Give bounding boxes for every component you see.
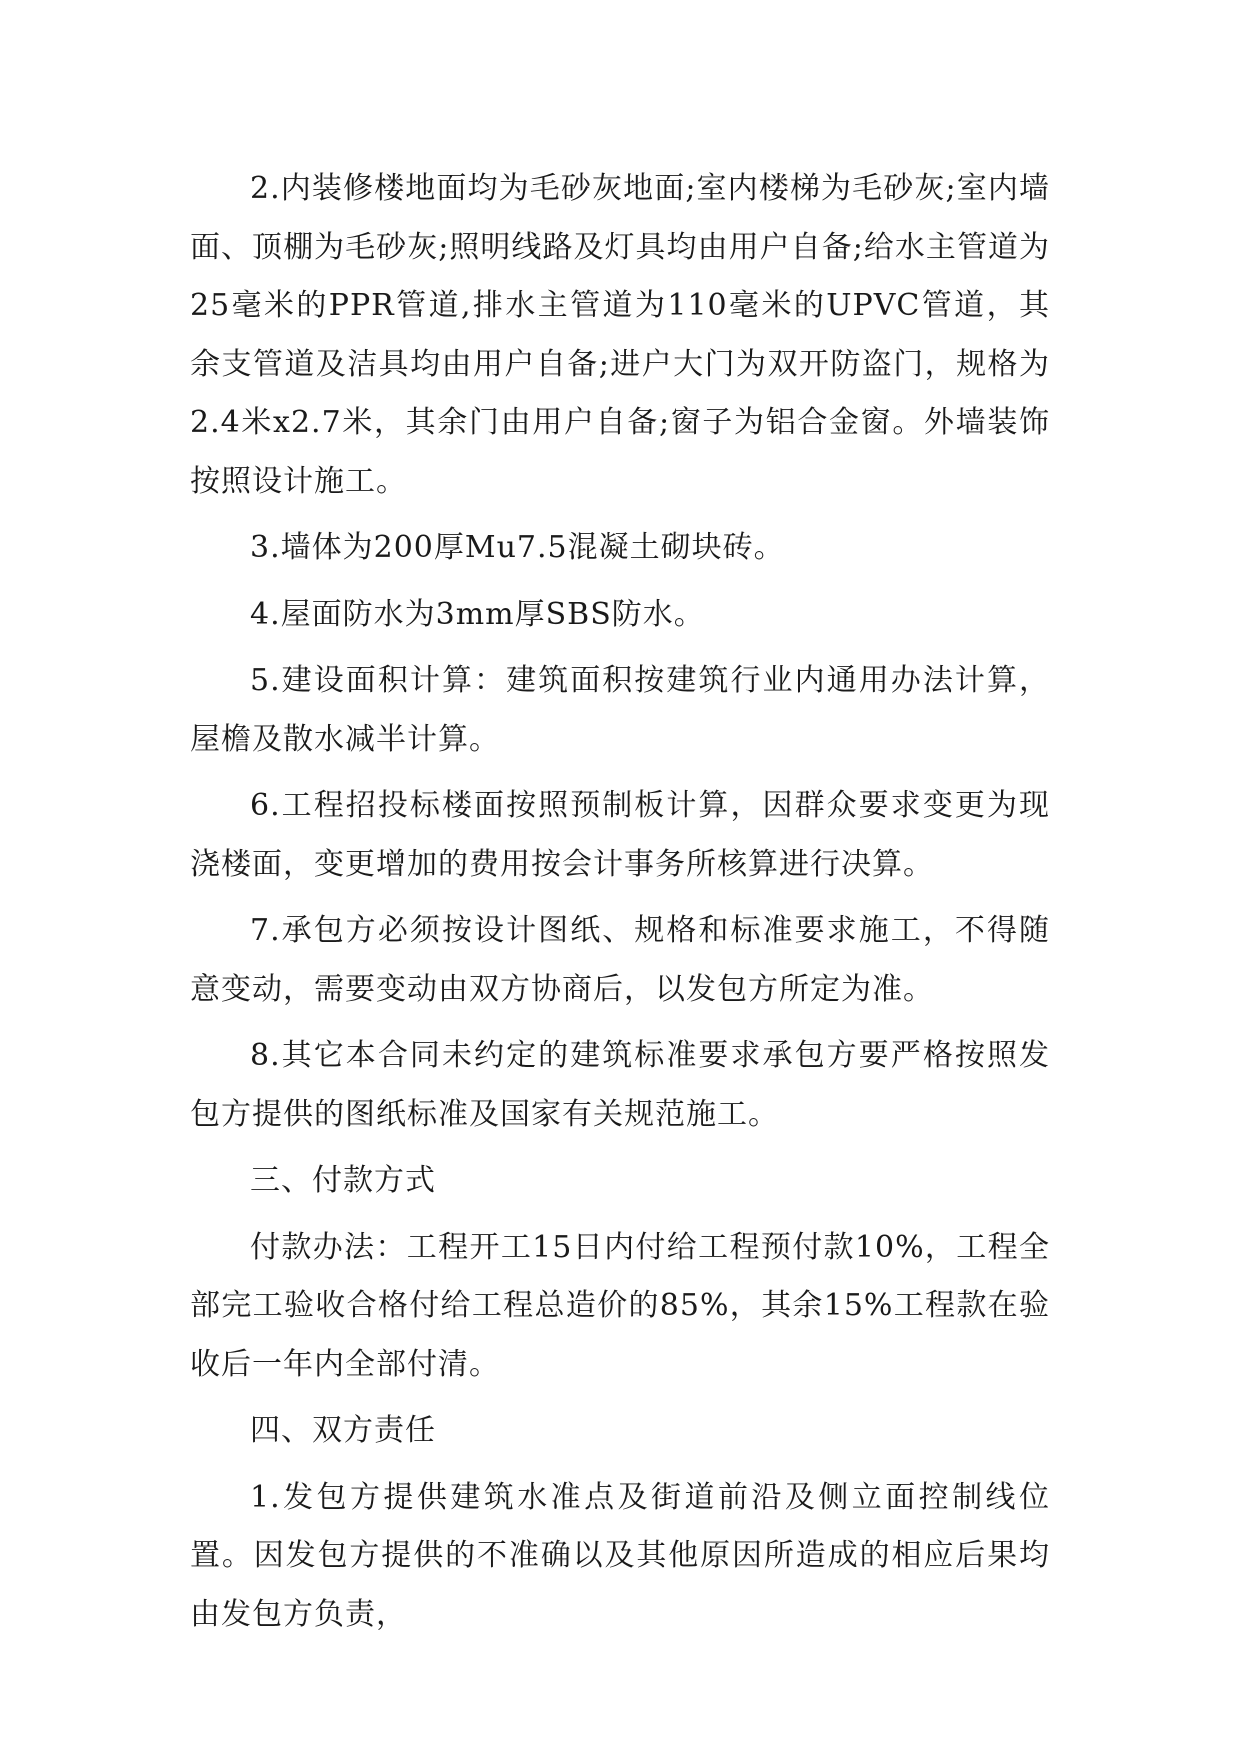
paragraph-item-4-roof-waterproofing: 4.屋面防水为3mm厚SBS防水。 bbox=[250, 596, 705, 632]
paragraph-item-3-walls: 3.墙体为200厚Mu7.5混凝土砌块砖。 bbox=[250, 530, 785, 565]
paragraph-item-2-finishes: 2.内装修楼地面均为毛砂灰地面;室内楼梯为毛砂灰;室内墙面、顶棚为毛砂灰;照明线路及灯具均由用户自备;给水主管道为25毫米的PPR管道,排水主管道为110毫米的UPVC管道，其余支管道及洁具均由用户自备;进户大门为双开防盗门，规格为2.4米x2.7米，其余门由用户自备;窗子为铝合金窗。外墙装饰按照设计施工。 bbox=[190, 171, 1050, 499]
paragraph-item-8-other-standards: 8.其它本合同未约定的建筑标准要求承包方要严格按照发包方提供的图纸标准及国家有关规范施工。 bbox=[190, 1038, 1050, 1132]
paragraph-payment-method: 付款办法：工程开工15日内付给工程预付款10%，工程全部完工验收合格付给工程总造价的85%，其余15%工程款在验收后一年内全部付清。 bbox=[190, 1229, 1050, 1382]
section-heading-responsibilities: 四、双方责任 bbox=[250, 1413, 436, 1448]
paragraph-responsibility-1: 1.发包方提供建筑水准点及街道前沿及侧立面控制线位置。因发包方提供的不准确以及其他原因所造成的相应后果均由发包方负责， bbox=[190, 1479, 1050, 1632]
document-body bbox=[190, 160, 1050, 1652]
section-heading-payment: 三、付款方式 bbox=[250, 1163, 436, 1198]
paragraph-item-6-floor-change: 6.工程招投标楼面按照预制板计算，因群众要求变更为现浇楼面，变更增加的费用按会计事务所核算进行决算。 bbox=[190, 788, 1050, 882]
paragraph-item-7-construction-standard: 7.承包方必须按设计图纸、规格和标准要求施工，不得随意变动，需要变动由双方协商后，以发包方所定为准。 bbox=[190, 913, 1050, 1007]
paragraph-item-5-area-calculation: 5.建设面积计算：建筑面积按建筑行业内通用办法计算，屋檐及散水减半计算。 bbox=[190, 663, 1050, 757]
